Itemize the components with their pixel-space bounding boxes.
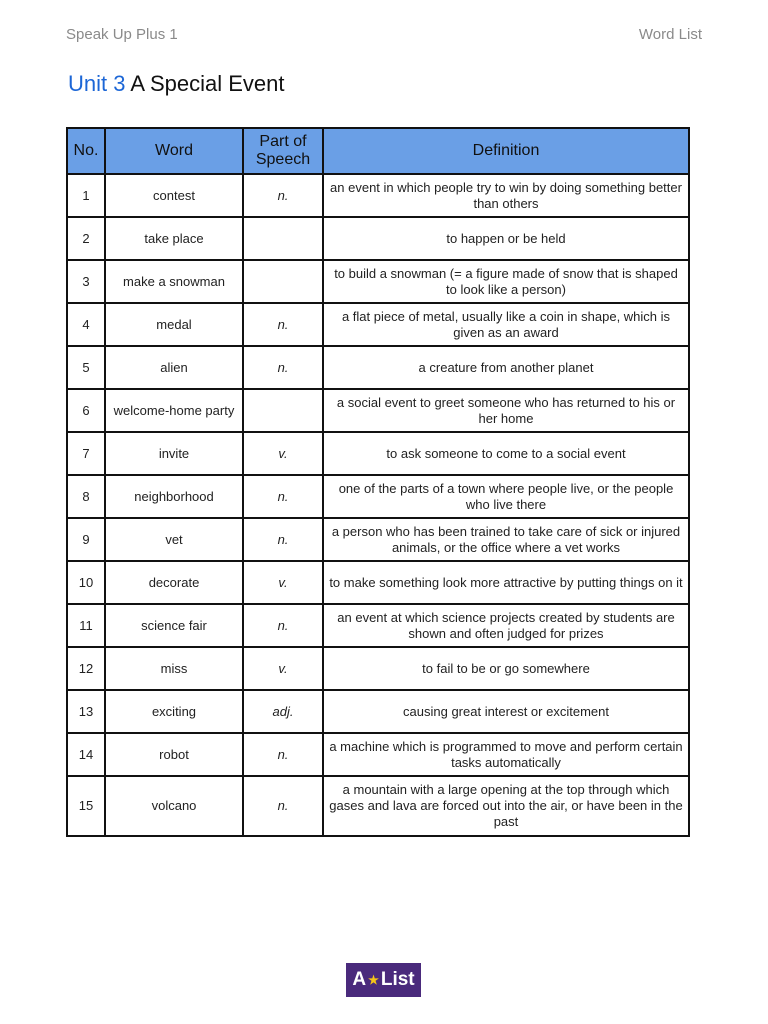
cell-definition: a creature from another planet (323, 346, 689, 389)
cell-part-of-speech: v. (243, 561, 323, 604)
unit-label: Unit 3 (68, 71, 126, 96)
cell-word: miss (105, 647, 243, 690)
table-row (67, 647, 689, 690)
cell-no: 7 (67, 432, 105, 475)
cell-word: robot (105, 733, 243, 776)
cell-no: 4 (67, 303, 105, 346)
unit-name: A Special Event (130, 71, 285, 96)
column-header-part-of-speech: Part of Speech (243, 128, 323, 174)
logo-letter: A (352, 969, 367, 990)
cell-definition: one of the parts of a town where people live, or the people who live there (323, 475, 689, 518)
cell-part-of-speech (243, 389, 323, 432)
table-row (67, 733, 689, 776)
cell-word: volcano (105, 776, 243, 836)
cell-definition: causing great interest or excitement (323, 690, 689, 733)
a-list-logo (346, 963, 421, 997)
cell-definition: to fail to be or go somewhere (323, 647, 689, 690)
table-row (67, 690, 689, 733)
cell-part-of-speech: n. (243, 518, 323, 561)
cell-part-of-speech: n. (243, 604, 323, 647)
cell-part-of-speech: n. (243, 475, 323, 518)
cell-part-of-speech: n. (243, 174, 323, 217)
cell-part-of-speech (243, 217, 323, 260)
cell-definition: to happen or be held (323, 217, 689, 260)
cell-no: 6 (67, 389, 105, 432)
cell-no: 14 (67, 733, 105, 776)
cell-part-of-speech: n. (243, 346, 323, 389)
table-row (67, 475, 689, 518)
cell-word: invite (105, 432, 243, 475)
cell-word: science fair (105, 604, 243, 647)
cell-word: welcome-home party (105, 389, 243, 432)
cell-part-of-speech: n. (243, 303, 323, 346)
cell-no: 2 (67, 217, 105, 260)
cell-word: make a snowman (105, 260, 243, 303)
cell-definition: a social event to greet someone who has returned to his or her home (323, 389, 689, 432)
cell-word: alien (105, 346, 243, 389)
column-header-word: Word (105, 128, 243, 174)
page-title (68, 71, 285, 97)
star-icon: ★ (368, 973, 379, 987)
book-title: Speak Up Plus 1 (66, 26, 178, 43)
table-row (67, 518, 689, 561)
table-row (67, 432, 689, 475)
table-row (67, 217, 689, 260)
table-row (67, 303, 689, 346)
cell-definition: an event in which people try to win by doing something better than others (323, 174, 689, 217)
cell-definition: to make something look more attractive by putting things on it (323, 561, 689, 604)
column-header-no: No. (67, 128, 105, 174)
cell-no: 13 (67, 690, 105, 733)
word-list-table (66, 127, 690, 837)
cell-no: 8 (67, 475, 105, 518)
cell-part-of-speech: n. (243, 776, 323, 836)
logo-word: List (380, 969, 415, 990)
table-row (67, 346, 689, 389)
table-row (67, 260, 689, 303)
cell-word: medal (105, 303, 243, 346)
cell-no: 15 (67, 776, 105, 836)
cell-word: decorate (105, 561, 243, 604)
table-row (67, 776, 689, 836)
cell-word: contest (105, 174, 243, 217)
cell-definition: a flat piece of metal, usually like a coin in shape, which is given as an award (323, 303, 689, 346)
column-header-definition: Definition (323, 128, 689, 174)
cell-definition: a person who has been trained to take care of sick or injured animals, or the office where a vet works (323, 518, 689, 561)
cell-definition: a machine which is programmed to move and perform certain tasks automatically (323, 733, 689, 776)
cell-no: 5 (67, 346, 105, 389)
cell-no: 10 (67, 561, 105, 604)
table-row (67, 604, 689, 647)
cell-part-of-speech (243, 260, 323, 303)
cell-part-of-speech: n. (243, 733, 323, 776)
table-row (67, 561, 689, 604)
cell-part-of-speech: v. (243, 647, 323, 690)
cell-word: exciting (105, 690, 243, 733)
cell-no: 1 (67, 174, 105, 217)
table-header-row (67, 128, 689, 174)
cell-definition: to ask someone to come to a social event (323, 432, 689, 475)
cell-no: 9 (67, 518, 105, 561)
cell-word: neighborhood (105, 475, 243, 518)
cell-no: 12 (67, 647, 105, 690)
section-label: Word List (638, 26, 702, 43)
table-row (67, 389, 689, 432)
cell-part-of-speech: adj. (243, 690, 323, 733)
cell-part-of-speech: v. (243, 432, 323, 475)
cell-word: take place (105, 217, 243, 260)
table-row (67, 174, 689, 217)
cell-word: vet (105, 518, 243, 561)
cell-no: 11 (67, 604, 105, 647)
cell-definition: a mountain with a large opening at the top through which gases and lava are forced out into the air, or have been in the past (323, 776, 689, 836)
cell-definition: an event at which science projects created by students are shown and often judged for prizes (323, 604, 689, 647)
cell-no: 3 (67, 260, 105, 303)
cell-definition: to build a snowman (= a figure made of snow that is shaped to look like a person) (323, 260, 689, 303)
